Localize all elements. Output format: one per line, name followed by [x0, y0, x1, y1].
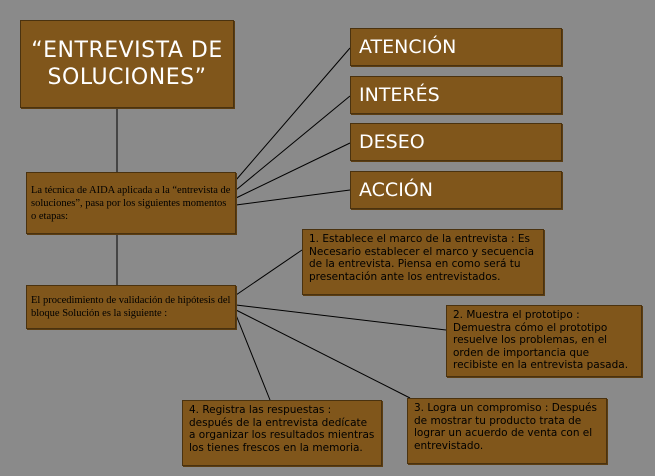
connector-procedure-step3	[236, 310, 410, 398]
connector-procedure-step4	[236, 315, 270, 400]
connector-aida-deseo	[236, 143, 350, 198]
stage-interes	[350, 76, 562, 114]
title-box	[20, 20, 234, 108]
step-3-text: 3. Logra un compromiso : Después de mostrar tu producto trata de lograr un acuerdo de venta con el entrevistado.	[414, 402, 597, 452]
diagram-title: “ENTREVISTA DE SOLUCIONES”	[31, 38, 223, 90]
step-2-text: 2. Muestra el prototipo : Demuestra cómo el prototipo resuelve los problemas, en el orden de importancia que recibiste en la entrevista pasada.	[453, 309, 629, 371]
connector-procedure-step1	[236, 250, 302, 295]
step-4-box	[182, 400, 382, 466]
aida-intro-box	[26, 172, 236, 234]
connector-aida-interes	[236, 96, 350, 190]
connector-aida-atencion	[236, 48, 350, 180]
stage-label: ATENCIÓN	[359, 36, 457, 58]
stage-label: ACCIÓN	[359, 179, 433, 201]
stage-atencion	[350, 28, 562, 66]
step-4-text: 4. Registra las respuestas : después de la entrevista dedícate a organizar los resultados mientras los tienes frescos en la memoria.	[189, 404, 375, 454]
aida-intro-text: La técnica de AIDA aplicada a la “entrevista de soluciones”, pasa por los siguientes momentos o etapas:	[31, 184, 231, 222]
stage-label: DESEO	[359, 131, 425, 153]
stage-deseo	[350, 123, 562, 161]
step-2-box	[446, 305, 642, 377]
step-3-box	[407, 398, 607, 464]
stage-accion	[350, 171, 562, 209]
procedure-intro-text: El procedimiento de validación de hipótesis del bloque Solución es la siguiente :	[31, 295, 231, 319]
procedure-intro-box	[26, 285, 236, 329]
stage-label: INTERÉS	[359, 84, 440, 106]
step-1-text: 1. Establece el marco de la entrevista : Es Necesario establecer el marco y secuencia de la entrevista. Piensa en como será tu presentación ante los entrevistados.	[309, 233, 535, 283]
step-1-box	[302, 229, 544, 295]
connector-aida-accion	[236, 190, 350, 205]
